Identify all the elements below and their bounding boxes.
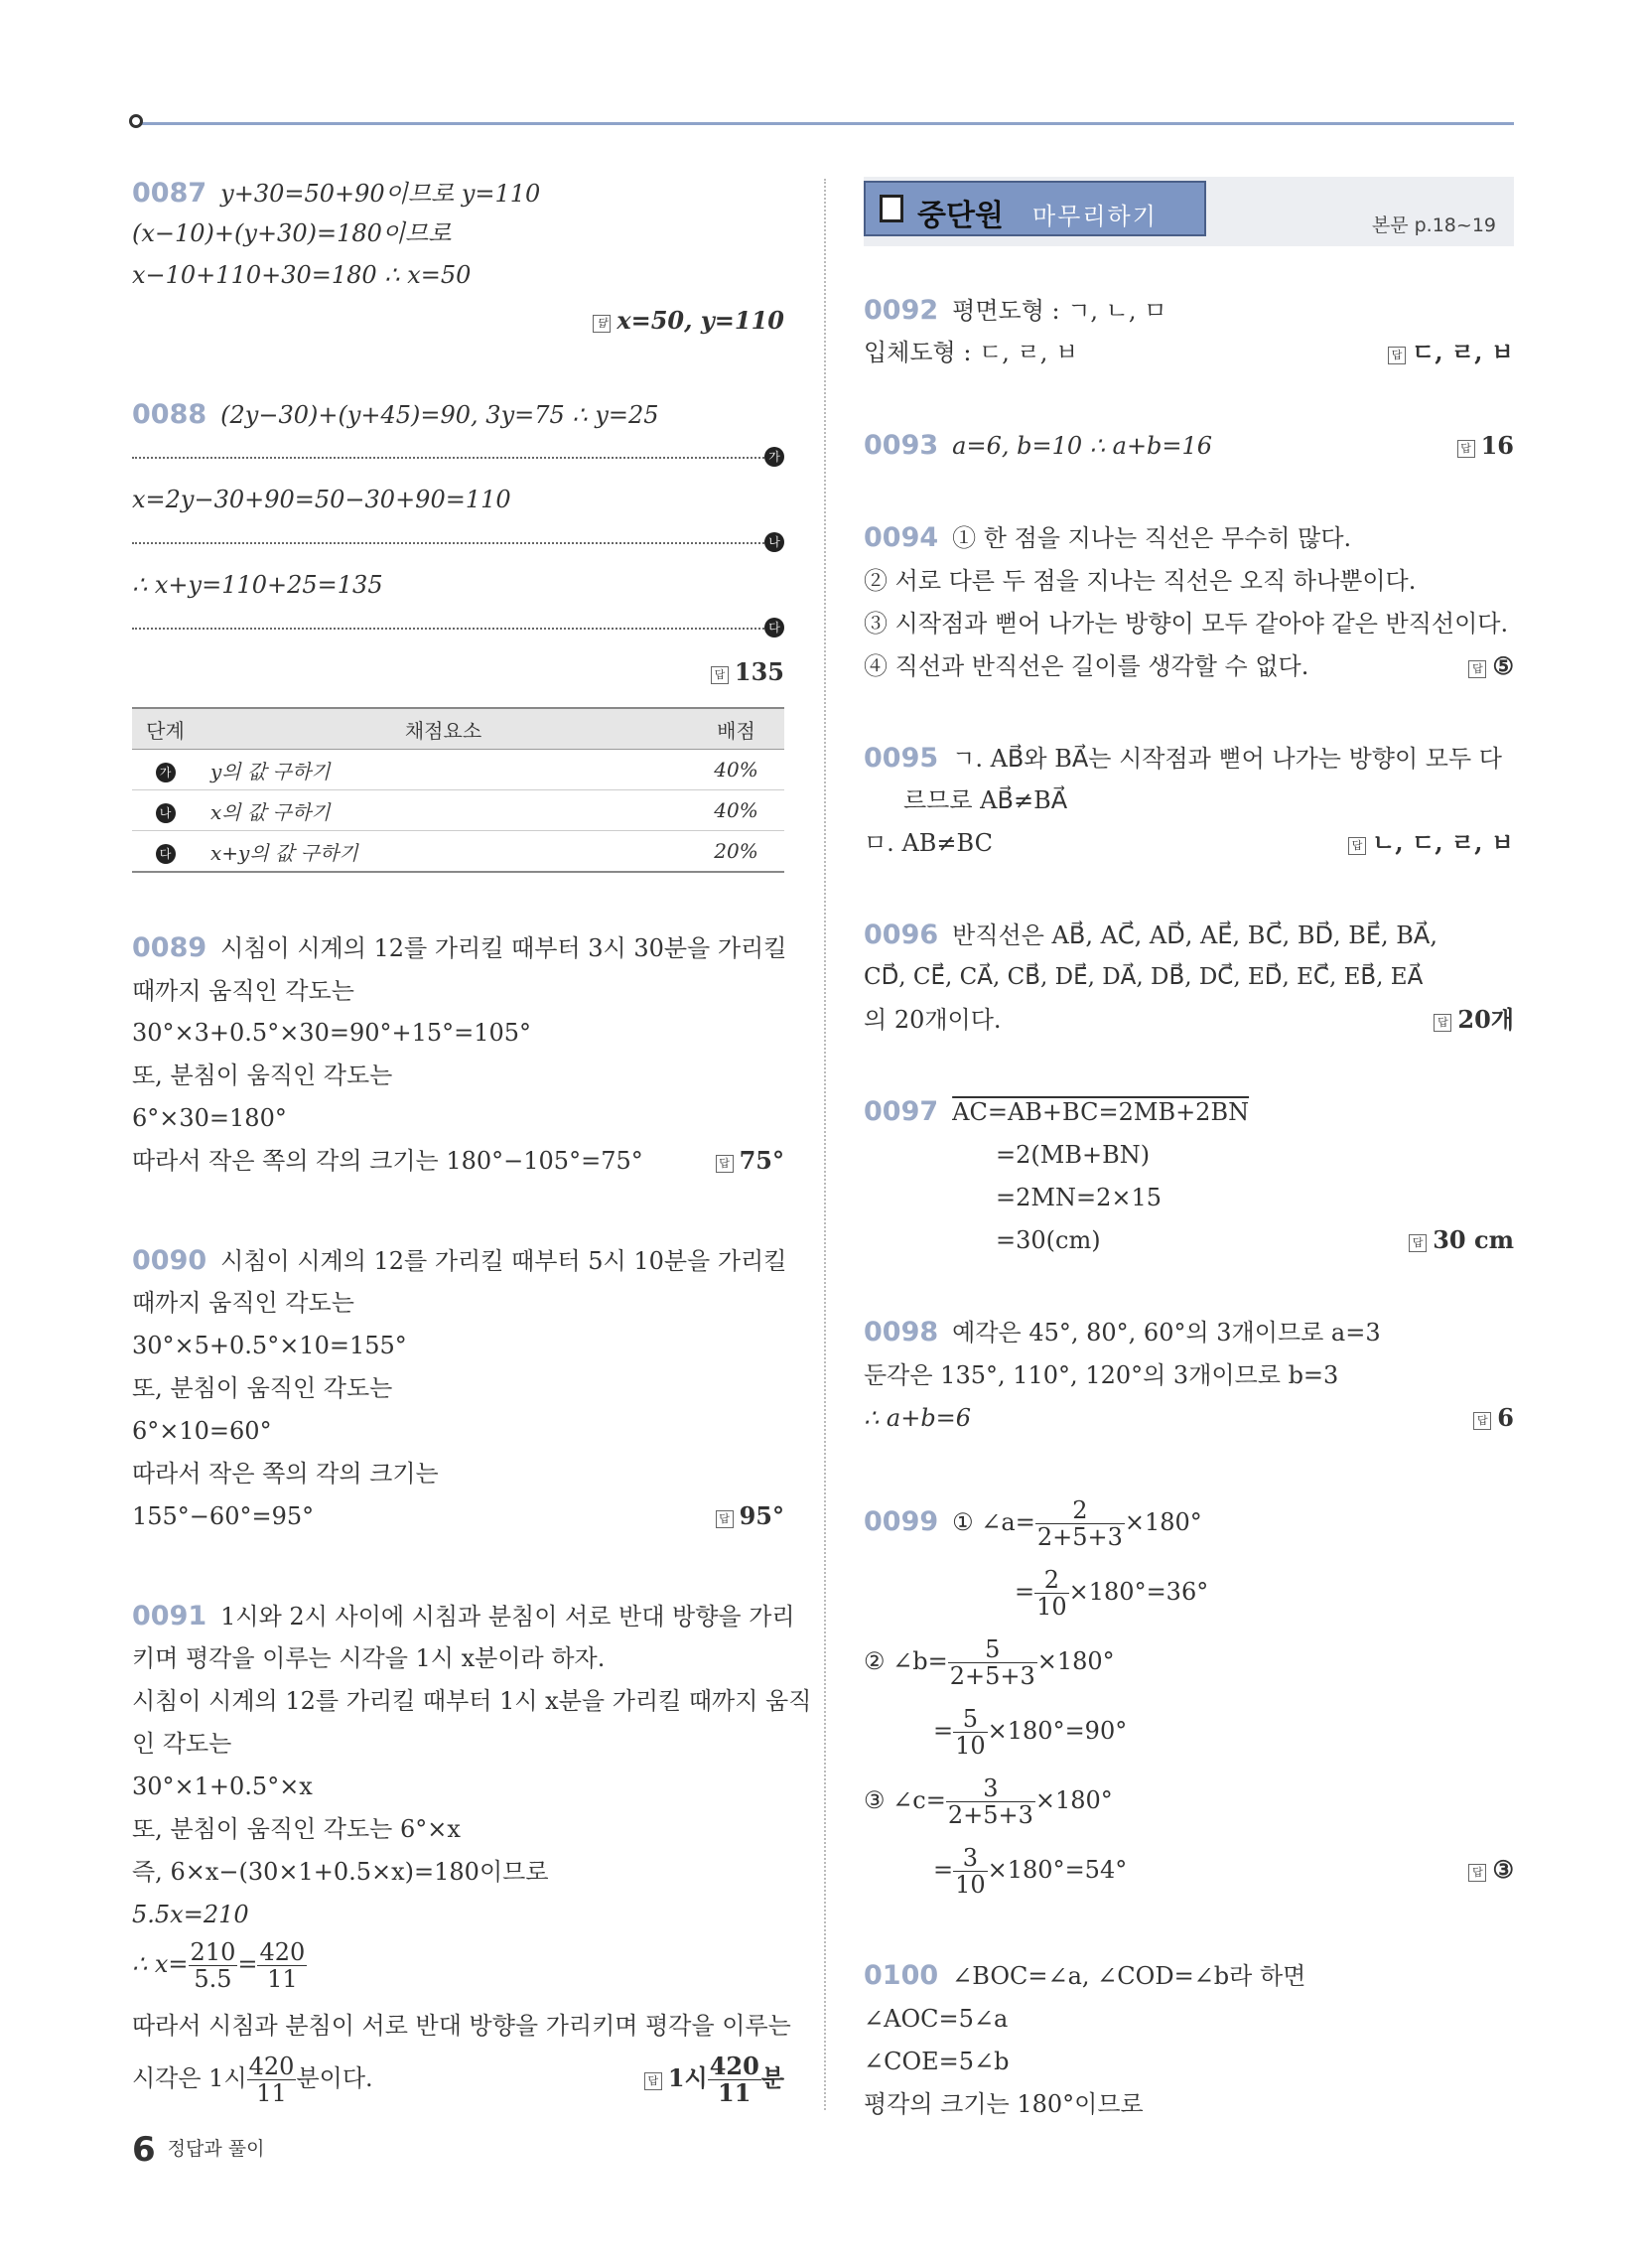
answer-mark-icon: 답 [1457, 440, 1475, 458]
page-number: 6 [132, 2130, 156, 2170]
solution-line: 르므로 AB⃗≠BA⃗ [903, 786, 1068, 814]
table-row [132, 790, 784, 831]
table-header: 단계 [132, 708, 199, 750]
table-row [132, 831, 784, 873]
answer-mark-icon: 답 [1434, 1014, 1451, 1032]
table-cell: 20% [688, 831, 784, 873]
notebook-icon [880, 195, 903, 222]
solution-line: a=6, b=10 ∴ a+b=16 [952, 432, 1213, 460]
problem-number: 0097 [864, 1096, 939, 1127]
problem-number: 0100 [864, 1960, 939, 1991]
solution-line: 때까지 움직인 각도는 [132, 977, 354, 1005]
dotted-leader [132, 542, 772, 544]
answer: 답 20개 [1434, 1005, 1514, 1035]
solution-line: 예각은 45°, 80°, 60°의 3개이므로 a=3 [952, 1319, 1381, 1347]
answer: 답 ⑤ [1468, 651, 1514, 681]
problem-number: 0087 [132, 178, 207, 209]
answer: 답 1시 $\frac{420}{11}$ 분 [644, 2051, 784, 2106]
page-footer [132, 2130, 264, 2170]
section-title-box [864, 181, 1206, 236]
answer-mark-icon: 답 [593, 315, 611, 333]
problem-number: 0094 [864, 522, 939, 553]
solution-line: (2y−30)+(y+45)=90, 3y=75 ∴ y=25 [220, 401, 659, 429]
solution-line: x=2y−30+90=50−30+90=110 [132, 486, 511, 513]
solution-line: ∴ a+b=6 [864, 1404, 972, 1432]
table-header: 배점 [688, 708, 784, 750]
top-rule-dot [129, 114, 143, 128]
solution-line: 평면도형 : ㄱ, ㄴ, ㅁ [952, 297, 1167, 325]
table-cell: 40% [688, 750, 784, 790]
solution-line: ② 서로 다른 두 점을 지나는 직선은 오직 하나뿐이다. [864, 567, 1417, 595]
solution-line: 입체도형 : ㄷ, ㄹ, ㅂ [864, 339, 1079, 366]
solution-line: 평각의 크기는 180°이므로 [864, 2090, 1144, 2118]
page-reference: 본문 p.18~19 [1371, 214, 1496, 236]
fraction: $\frac{2}{10}$ [1036, 1566, 1067, 1621]
fraction: $\frac{2}{2+5+3}$ [1036, 1496, 1123, 1551]
step-marker: 나 [156, 803, 176, 823]
solution-line: x−10+110+30=180 ∴ x=50 [132, 261, 472, 289]
step-marker: 다 [764, 618, 784, 638]
solution-line: 30°×1+0.5°×x [132, 1772, 313, 1800]
solution-line: =30(cm) [996, 1226, 1101, 1254]
solution-line: 시침이 시계의 12를 가리킬 때부터 5시 10분을 가리킬 [220, 1247, 787, 1275]
solution-line: 따라서 작은 쪽의 각의 크기는 [132, 1460, 439, 1488]
solution-line: 1시와 2시 사이에 시침과 분침이 서로 반대 방향을 가리 [220, 1603, 795, 1630]
answer: 답 75° [716, 1146, 784, 1176]
table-cell: x+y의 값 구하기 [199, 831, 688, 873]
solution-line: =2(MB+BN) [996, 1141, 1151, 1169]
solution-line: AC=AB+BC=2MB+2BN [952, 1098, 1250, 1126]
fraction: $\frac{420}{11}$ [248, 2053, 295, 2107]
solution-line: ∴ x+y=110+25=135 [132, 571, 383, 599]
solution-line: 30°×3+0.5°×30=90°+15°=105° [132, 1019, 532, 1047]
footer-label: 정답과 풀이 [167, 2138, 265, 2160]
solution-line: 0099 ① ∠a= $\frac{2}{2+5+3}$ ×180° [864, 1496, 1202, 1551]
answer: 답 95° [716, 1501, 784, 1531]
solution-line: (x−10)+(y+30)=180이므로 [132, 219, 452, 247]
solution-line: ④ 직선과 반직선은 길이를 생각할 수 없다. [864, 652, 1309, 680]
step-marker: 가 [764, 447, 784, 467]
answer-mark-icon: 답 [1468, 660, 1486, 678]
problem-number: 0095 [864, 743, 939, 774]
problem-number: 0090 [132, 1245, 207, 1276]
solution-line: 의 20개이다. [864, 1006, 1002, 1034]
solution-line: ∠BOC=∠a, ∠COD=∠b라 하면 [952, 1962, 1306, 1990]
problem-number: 0096 [864, 920, 939, 950]
scoring-table [132, 707, 784, 873]
answer: 답 ㄴ, ㄷ, ㄹ, ㅂ [1348, 828, 1514, 858]
answer-mark-icon: 답 [1388, 347, 1406, 364]
table-header: 채점요소 [199, 708, 688, 750]
solution-line: ② ∠b= $\frac{5}{2+5+3}$ ×180° [864, 1635, 1115, 1690]
table-cell: x의 값 구하기 [199, 790, 688, 831]
table-row [132, 750, 784, 790]
problem-number: 0099 [864, 1506, 939, 1537]
problem-number: 0088 [132, 399, 207, 430]
solution-line: ㅁ. AB≠BC [864, 829, 993, 857]
solution-line: 6°×10=60° [132, 1417, 272, 1445]
solution-line: 또, 분침이 움직인 각도는 [132, 1374, 393, 1402]
answer: 답 ㄷ, ㄹ, ㅂ [1388, 338, 1514, 367]
answer: 답 6 [1473, 1403, 1514, 1433]
solution-line: 따라서 시침과 분침이 서로 반대 방향을 가리키며 평각을 이루는 [132, 2012, 791, 2040]
fraction: $\frac{420}{11}$ [259, 1938, 306, 1993]
answer: 답 x=50, y=110 [593, 306, 784, 336]
answer-mark-icon: 답 [1409, 1234, 1427, 1252]
answer-mark-icon: 답 [716, 1510, 734, 1528]
problem-number: 0091 [132, 1601, 207, 1631]
solution-line: ① 한 점을 지나는 직선은 무수히 많다. [952, 524, 1352, 552]
solution-line: =2MN=2×15 [996, 1184, 1162, 1211]
solution-line: 시각은 1시 $\frac{420}{11}$ 분이다. [132, 2053, 373, 2107]
fraction: $\frac{5}{2+5+3}$ [949, 1635, 1035, 1690]
answer-mark-icon: 답 [716, 1155, 734, 1173]
fraction-equation: ∴ x= $\frac{210}{5.5}$ = $\frac{420}{11}$ [132, 1938, 306, 1993]
solution-line: ㄱ. AB⃗와 BA⃗는 시작점과 뻗어 나가는 방향이 모두 다 [952, 745, 1502, 773]
answer-mark-icon: 답 [1348, 837, 1366, 855]
solution-line: 키며 평각을 이루는 시각을 1시 x분이라 하자. [132, 1644, 606, 1672]
section-header [864, 177, 1514, 246]
table-cell: y의 값 구하기 [199, 750, 688, 790]
solution-line: 30°×5+0.5°×10=155° [132, 1332, 407, 1359]
solution-line: ③ ∠c= $\frac{3}{2+5+3}$ ×180° [864, 1774, 1113, 1829]
solution-line: 시침이 시계의 12를 가리킬 때부터 3시 30분을 가리킬 [220, 934, 787, 962]
solution-line: ③ 시작점과 뻗어 나가는 방향이 모두 같아야 같은 반직선이다. [864, 610, 1509, 638]
solution-line: 또, 분침이 움직인 각도는 [132, 1062, 393, 1089]
table-cell: 40% [688, 790, 784, 831]
solution-line: 둔각은 135°, 110°, 120°의 3개이므로 b=3 [864, 1361, 1339, 1389]
solution-line: = $\frac{2}{10}$ ×180°=36° [1015, 1566, 1209, 1621]
solution-line: CD⃗, CE⃗, CA⃗, CB⃗, DE⃗, DA⃗, DB⃗, DC⃗, ED⃗, EC⃗, EB⃗, EA⃗ [864, 964, 1424, 990]
solution-line: = $\frac{5}{10}$ ×180°=90° [933, 1705, 1128, 1760]
solution-line: y+30=50+90이므로 y=110 [220, 180, 541, 208]
fraction: $\frac{420}{11}$ [709, 2052, 759, 2107]
dotted-leader [132, 628, 772, 630]
step-marker: 나 [764, 532, 784, 552]
fraction: $\frac{5}{10}$ [955, 1705, 986, 1760]
top-rule [139, 122, 1514, 125]
solution-line: 155°−60°=95° [132, 1502, 315, 1530]
solution-line: = $\frac{3}{10}$ ×180°=54° [933, 1844, 1128, 1899]
solution-line: ∠COE=5∠b [864, 2048, 1010, 2075]
answer-mark-icon: 답 [1473, 1412, 1491, 1430]
dotted-leader [132, 457, 772, 459]
solution-line: 인 각도는 [132, 1730, 232, 1758]
problem-number: 0089 [132, 932, 207, 963]
answer: 답 ③ [1468, 1855, 1514, 1885]
solution-line: 또, 분침이 움직인 각도는 6°×x [132, 1815, 461, 1843]
solution-line: ∠AOC=5∠a [864, 2005, 1009, 2033]
solution-line: 따라서 작은 쪽의 각의 크기는 180°−105°=75° [132, 1147, 643, 1175]
problem-number: 0093 [864, 430, 939, 461]
answer: 답 135 [711, 657, 784, 687]
step-marker: 다 [156, 844, 176, 864]
fraction: $\frac{210}{5.5}$ [190, 1938, 236, 1993]
solution-line: 5.5x=210 [132, 1901, 249, 1928]
fraction: $\frac{3}{10}$ [955, 1844, 986, 1899]
problem-number: 0092 [864, 295, 939, 326]
solution-line: 반직선은 AB⃗, AC⃗, AD⃗, AE⃗, BC⃗, BD⃗, BE⃗, BA⃗, [952, 921, 1437, 949]
answer: 답 30 cm [1409, 1225, 1514, 1255]
section-subtitle: 마무리하기 [1032, 203, 1158, 230]
step-marker: 가 [156, 763, 176, 782]
solution-line: 시침이 시계의 12를 가리킬 때부터 1시 x분을 가리킬 때까지 움직 [132, 1687, 812, 1715]
answer-mark-icon: 답 [1468, 1864, 1486, 1882]
section-title: 중단원 [917, 199, 1004, 233]
answer: 답 16 [1457, 431, 1514, 461]
solution-line: 6°×30=180° [132, 1104, 287, 1132]
solution-line: 때까지 움직인 각도는 [132, 1289, 354, 1317]
fraction: $\frac{3}{2+5+3}$ [947, 1774, 1033, 1829]
column-divider [824, 179, 826, 2110]
answer-mark-icon: 답 [711, 666, 729, 684]
answer-mark-icon: 답 [644, 2072, 662, 2090]
solution-line: 즉, 6×x−(30×1+0.5×x)=180이므로 [132, 1858, 549, 1886]
problem-number: 0098 [864, 1317, 939, 1347]
